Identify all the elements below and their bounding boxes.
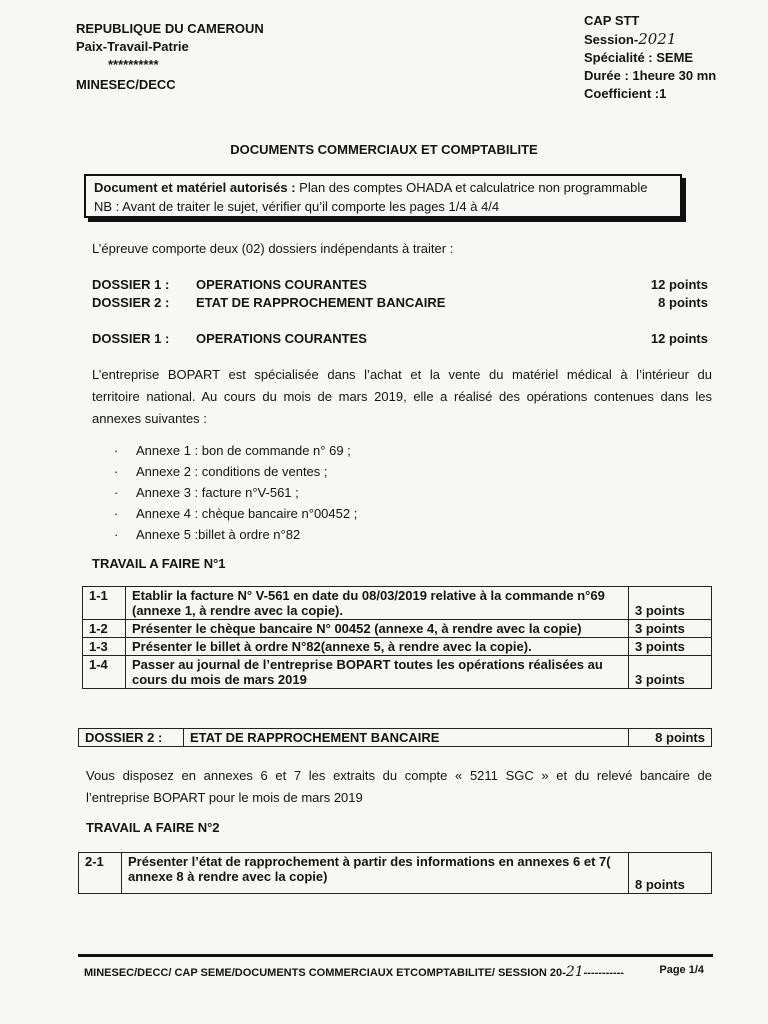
task-text: Etablir la facture N° V-561 en date du 08/03/2019 relative à la commande n°69 (annexe 1, à rendre avec la copie).: [126, 587, 629, 620]
authorized-label: Document et matériel autorisés :: [94, 180, 296, 195]
footer-divider: [78, 954, 713, 957]
page-number: Page 1/4: [659, 964, 704, 976]
footer-dashes: -----------: [583, 967, 624, 979]
paragraph-line: l’entreprise BOPART pour le mois de mars 2019: [86, 790, 363, 805]
duration: Durée : 1heure 30 mn: [584, 68, 717, 83]
dossier-name: OPERATIONS COURANTES: [196, 277, 367, 292]
task-points: 3 points: [629, 638, 712, 656]
annex-text: Annexe 4 : chèque bancaire n°00452 ;: [136, 506, 358, 521]
table-row: [79, 729, 712, 747]
dossier2-heading: [78, 728, 712, 747]
stars-divider: **********: [108, 57, 159, 72]
session-line: [584, 30, 716, 49]
list-item: [114, 482, 357, 503]
bullet-icon: ·: [114, 506, 119, 521]
session-handwritten: 2021: [638, 30, 677, 48]
page-title: DOCUMENTS COMMERCIAUX ET COMPTABILITE: [230, 142, 538, 157]
intro-text: L’épreuve comporte deux (02) dossiers indépendants à traiter :: [92, 241, 454, 256]
list-item: [114, 524, 357, 545]
bullet-icon: ·: [114, 485, 119, 500]
paragraph-line: territoire national. Au cours du mois de mars 2019, elle a réalisé des opérations contenues dans les: [92, 389, 712, 404]
motto: Paix-Travail-Patrie: [76, 39, 189, 54]
annex-text: Annexe 5 :billet à ordre n°82: [136, 527, 301, 542]
dossier1-points: 12 points: [650, 331, 708, 346]
table-row: [83, 587, 712, 620]
annex-text: Annexe 2 : conditions de ventes ;: [136, 464, 328, 479]
work-title-2: TRAVAIL A FAIRE N°2: [86, 820, 220, 835]
dossier-name: ETAT DE RAPPROCHEMENT BANCAIRE: [196, 295, 446, 310]
dossier-points: 12 points: [650, 277, 708, 292]
task-text: Présenter le billet à ordre N°82(annexe 5, à rendre avec la copie).: [126, 638, 629, 656]
task-number: 1-1: [83, 587, 126, 620]
paragraph-line: annexes suivantes :: [92, 411, 207, 426]
task-text: Présenter le chèque bancaire N° 00452 (annexe 4, à rendre avec la copie): [126, 620, 629, 638]
footer: [84, 964, 704, 980]
nb-note: NB : Avant de traiter le sujet, vérifier qu’il comporte les pages 1/4 à 4/4: [94, 199, 500, 214]
dossier2-paragraph: [86, 765, 712, 809]
task-number: 1-2: [83, 620, 126, 638]
footer-handwritten: 21: [565, 964, 584, 980]
annex-text: Annexe 3 : facture n°V-561 ;: [136, 485, 299, 500]
table-row: [79, 853, 712, 894]
task-points: 8 points: [629, 853, 712, 894]
paragraph-line: Vous disposez en annexes 6 et 7 les extraits du compte « 5211 SGC » et du relevé bancaire de: [86, 768, 712, 783]
work-title-1: TRAVAIL A FAIRE N°1: [92, 556, 226, 571]
list-item: [114, 461, 357, 482]
dossier2-points: 8 points: [629, 729, 712, 747]
dossier-code: DOSSIER 1 :: [92, 277, 170, 292]
ministry: MINESEC/DECC: [76, 77, 176, 92]
header-right: [584, 12, 716, 103]
table-row: [83, 656, 712, 689]
specialty: Spécialité : SEME: [584, 50, 694, 65]
dossier1-heading: [92, 331, 708, 348]
dossier-code: DOSSIER 2 :: [92, 295, 170, 310]
authorized-text: Plan des comptes OHADA et calculatrice non programmable: [295, 180, 648, 195]
task-number: 1-3: [83, 638, 126, 656]
dossier1-code: DOSSIER 1 :: [92, 331, 170, 346]
dossier1-paragraph: [92, 364, 712, 430]
task-points: 3 points: [629, 656, 712, 689]
country-name: REPUBLIQUE DU CAMEROUN: [76, 21, 264, 36]
task-points: 3 points: [629, 587, 712, 620]
table-row: [83, 638, 712, 656]
table-row: [83, 620, 712, 638]
bullet-icon: ·: [114, 527, 119, 542]
dossier-points: 8 points: [658, 295, 708, 310]
task-table-1: [82, 586, 712, 689]
annex-text: Annexe 1 : bon de commande n° 69 ;: [136, 443, 351, 458]
dossier-summary-1: [92, 277, 708, 294]
dossier-summary-2: [92, 295, 708, 312]
coefficient: Coefficient :1: [584, 86, 667, 101]
authorized-materials-box: [84, 174, 682, 218]
annex-list: [114, 440, 357, 545]
dossier2-code: DOSSIER 2 :: [79, 729, 184, 747]
footer-text: MINESEC/DECC/ CAP SEME/DOCUMENTS COMMERCIAUX ETCOMPTABILITE/ SESSION 20-: [84, 967, 566, 979]
list-item: [114, 440, 357, 461]
exam-name: CAP STT: [584, 13, 640, 28]
task-points: 3 points: [629, 620, 712, 638]
dossier1-name: OPERATIONS COURANTES: [196, 331, 367, 346]
task-text: Passer au journal de l’entreprise BOPART toutes les opérations réalisées au cours du mois de mars 2019: [126, 656, 629, 689]
list-item: [114, 503, 357, 524]
session-label: Session-: [584, 32, 639, 47]
paragraph-line: L’entreprise BOPART est spécialisée dans l’achat et la vente du matériel médical à l’intérieur du: [92, 367, 712, 382]
header-left: [76, 20, 264, 94]
task-number: 2-1: [79, 853, 122, 894]
dossier2-name: ETAT DE RAPPROCHEMENT BANCAIRE: [184, 729, 629, 747]
task-text: Présenter l’état de rapprochement à partir des informations en annexes 6 et 7( annexe 8 à rendre avec la copie): [122, 853, 629, 894]
bullet-icon: ·: [114, 464, 119, 479]
bullet-icon: ·: [114, 443, 119, 458]
task-number: 1-4: [83, 656, 126, 689]
task-table-2: [78, 852, 712, 894]
